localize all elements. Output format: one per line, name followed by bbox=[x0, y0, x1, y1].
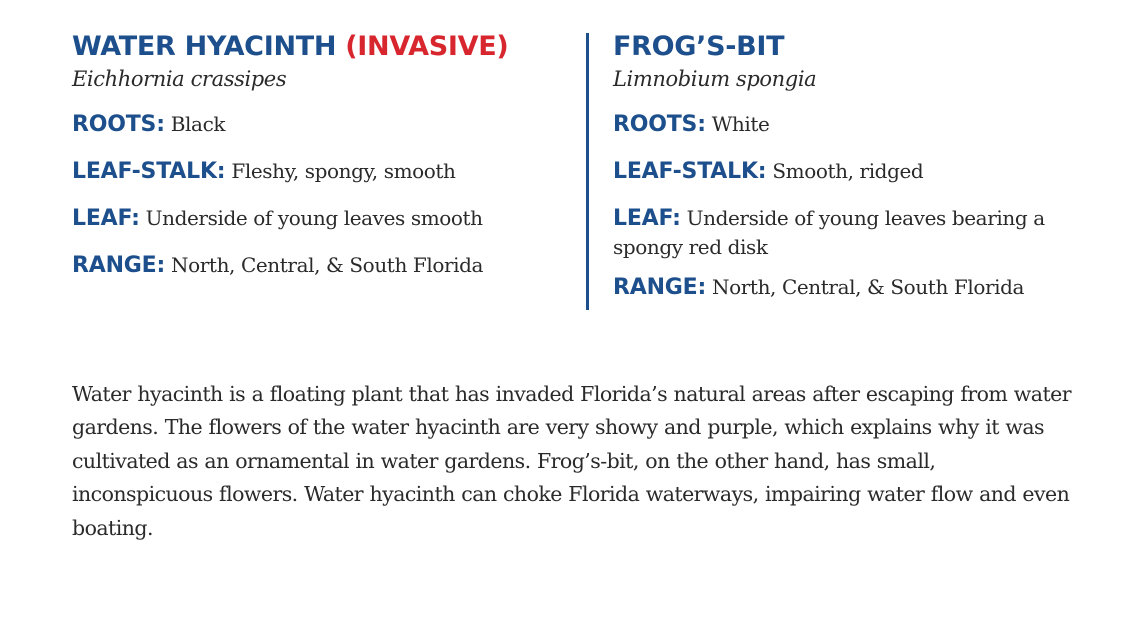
range-value: North, Central, & South Florida bbox=[165, 253, 484, 277]
leaf-stalk-label: LEAF-STALK: bbox=[613, 159, 767, 184]
leaf-stalk-value: Smooth, ridged bbox=[766, 159, 924, 183]
water-hyacinth-title bbox=[72, 30, 572, 64]
comparison-paragraph: Water hyacinth is a floating plant that has invaded Florida’s natural areas after escaping from water gardens. The flowers of the water hyacinth are very showy and purple, which explains why it was cultivated as an ornamental in water gardens. Frog’s-bit, on the other hand, has small, inconspicuous flowers. Water hyacinth can choke Florida waterways, impairing water flow and even boating. bbox=[72, 381, 1071, 540]
water-hyacinth-scientific-name: Eichhornia crassipes bbox=[72, 67, 287, 91]
frogs-bit-leaf bbox=[613, 204, 1093, 261]
column-divider bbox=[586, 33, 589, 310]
roots-value: Black bbox=[164, 112, 226, 136]
invasive-tag: (INVASIVE) bbox=[345, 31, 509, 62]
water-hyacinth-leaf-stalk bbox=[72, 157, 572, 186]
frogs-bit-roots bbox=[613, 110, 1113, 139]
leaf-label: LEAF: bbox=[613, 206, 681, 231]
water-hyacinth-leaf bbox=[72, 204, 572, 233]
leaf-label: LEAF: bbox=[72, 206, 140, 231]
water-hyacinth-column bbox=[72, 30, 572, 280]
range-value: North, Central, & South Florida bbox=[706, 275, 1025, 299]
water-hyacinth-title-main: WATER HYACINTH bbox=[72, 31, 346, 62]
roots-label: ROOTS: bbox=[72, 112, 165, 137]
leaf-stalk-label: LEAF-STALK: bbox=[72, 159, 226, 184]
range-label: RANGE: bbox=[613, 275, 707, 300]
water-hyacinth-range bbox=[72, 251, 572, 280]
roots-value: White bbox=[705, 112, 770, 136]
frogs-bit-range bbox=[613, 273, 1113, 302]
frogs-bit-title: FROG’S-BIT bbox=[613, 31, 785, 62]
range-label: RANGE: bbox=[72, 253, 166, 278]
frogs-bit-leaf-stalk bbox=[613, 157, 1113, 186]
frogs-bit-scientific-name: Limnobium spongia bbox=[613, 67, 817, 91]
roots-label: ROOTS: bbox=[613, 112, 706, 137]
frogs-bit-column bbox=[613, 30, 1113, 302]
leaf-value: Underside of young leaves smooth bbox=[139, 206, 483, 230]
water-hyacinth-roots bbox=[72, 110, 572, 139]
leaf-stalk-value: Fleshy, spongy, smooth bbox=[225, 159, 456, 183]
leaf-value: Underside of young leaves bearing a spongy red disk bbox=[613, 206, 1045, 259]
